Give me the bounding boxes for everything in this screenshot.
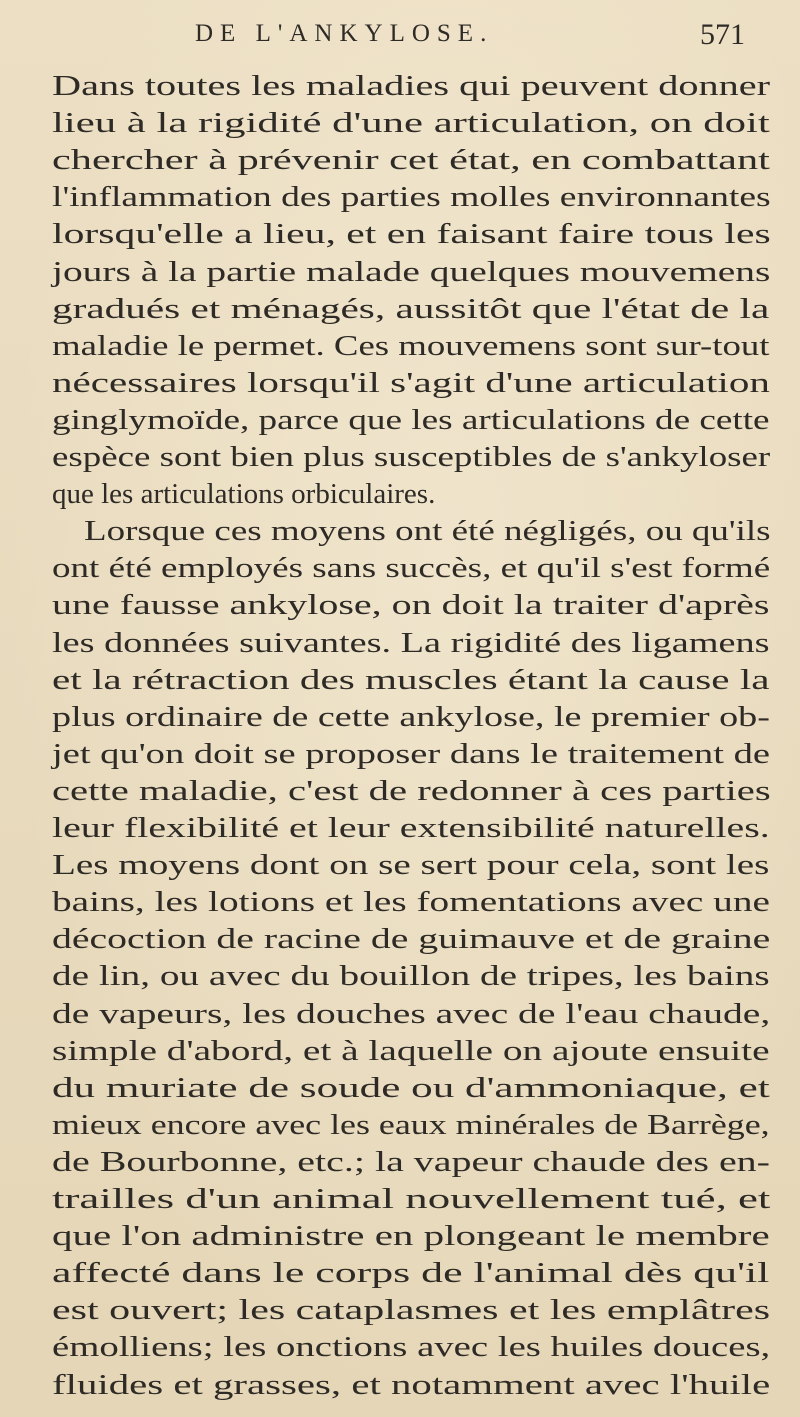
text-line: Les moyens dont on se sert pour cela, sont les (52, 849, 770, 882)
page-header (195, 18, 755, 58)
text-line: jet qu'on doit se proposer dans le traitement de (52, 737, 770, 770)
text-line: ginglymoïde, parce que les articulations de cette (52, 403, 770, 436)
running-title: DE L'ANKYLOSE. (195, 20, 494, 47)
text-line: bains, les lotions et les fomentations avec une (52, 886, 770, 919)
text-line: espèce sont bien plus susceptibles de s'ankyloser (52, 441, 771, 473)
text-line: est ouvert; les cataplasmes et les emplâtres (52, 1294, 771, 1327)
text-line: mieux encore avec les eaux minérales de Barrège, (52, 1108, 770, 1141)
text-line: du muriate de soude ou d'ammoniaque, et (52, 1071, 770, 1104)
text-line: fluides et grasses, et notamment avec l'huile (52, 1368, 771, 1401)
text-line: ont été employés sans succès, et qu'il s'est formé (52, 552, 771, 585)
text-line: de lin, ou avec du bouillon de tripes, les bains (52, 960, 770, 993)
text-line: que les articulations orbiculaires. (52, 478, 436, 511)
page-number: 571 (700, 18, 745, 51)
text-line: lorsqu'elle a lieu, et en faisant faire tous les (52, 218, 771, 251)
text-line: trailles d'un animal nouvellement tué, et (52, 1183, 771, 1215)
text-line: Dans toutes les maladies qui peuvent donner (52, 70, 771, 102)
text-line: jours à la partie malade quelques mouvemens (52, 255, 771, 288)
text-line: gradués et ménagés, aussitôt que l'état de la (52, 292, 770, 325)
text-line: cette maladie, c'est de redonner à ces parties (52, 774, 771, 807)
text-line: une fausse ankylose, on doit la traiter d'après (52, 589, 770, 622)
text-line: nécessaires lorsqu'il s'agit d'une articulation (52, 366, 770, 399)
text-line: maladie le permet. Ces mouvemens sont sur-tout (52, 329, 770, 362)
text-line: plus ordinaire de cette ankylose, le premier ob- (52, 700, 770, 733)
text-line: de vapeurs, les douches avec de l'eau chaude, (52, 997, 771, 1030)
text-line: émolliens; les onctions avec les huiles douces, (52, 1331, 771, 1364)
text-line: que l'on administre en plongeant le membre (52, 1220, 770, 1253)
text-line: l'inflammation des parties molles environnantes (52, 181, 771, 214)
text-line: décoction de racine de guimauve et de graine (52, 923, 771, 956)
text-line: de Bourbonne, etc.; la vapeur chaude des en- (52, 1145, 770, 1178)
text-line: leur flexibilité et leur extensibilité naturelles. (52, 812, 770, 844)
text-line: les données suivantes. La rigidité des ligamens (52, 626, 770, 659)
text-line: lieu à la rigidité d'une articulation, on doit (52, 107, 770, 140)
text-line: et la rétraction des muscles étant la cause la (52, 663, 770, 696)
text-line: simple d'abord, et à laquelle on ajoute ensuite (52, 1034, 770, 1067)
text-line: chercher à prévenir cet état, en combattant (52, 144, 770, 177)
paragraph-start-line: Lorsque ces moyens ont été négligés, ou qu'ils (84, 515, 771, 548)
text-line: affecté dans le corps de l'animal dès qu'il (52, 1257, 770, 1290)
